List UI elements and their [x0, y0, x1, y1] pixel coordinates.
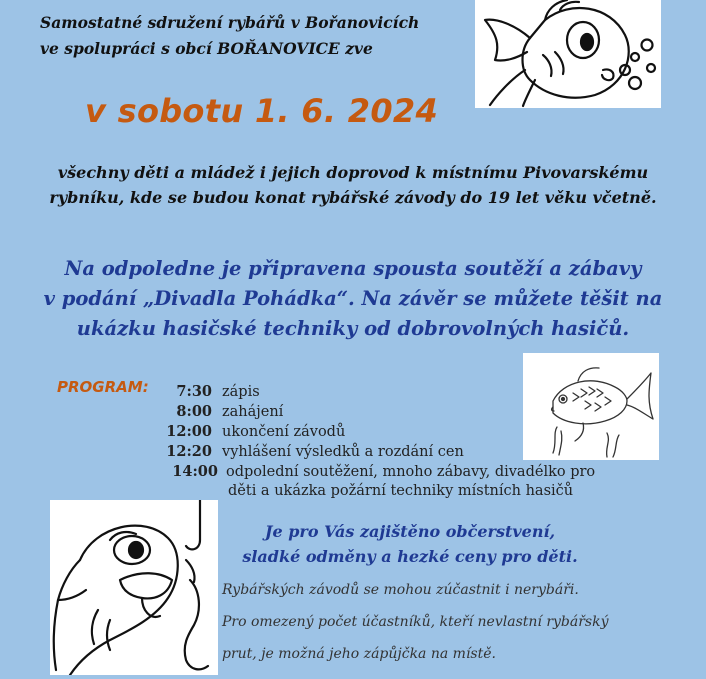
invitation-line-1: všechny děti a mládež i jejich doprovod k místnímu Pivovarskému: [57, 163, 649, 182]
refreshments-line-2: sladké odměny a hezké ceny pro děti.: [242, 547, 578, 566]
fish-with-worm-icon: [50, 500, 218, 675]
note-line-2: Pro omezený počet účastníků, kteří nevlastní rybářský: [222, 614, 609, 630]
middle-fish-image: [523, 353, 659, 460]
organizer-header: [40, 10, 460, 62]
refreshments-text: [215, 519, 605, 569]
note-line-1: Rybářských závodů se mohou zúčastnit i nerybáři.: [222, 582, 579, 598]
fish-sketch-icon: [523, 353, 659, 460]
event-date: v sobotu 1. 6. 2024: [85, 92, 439, 130]
refreshments-line-1: Je pro Vás zajištěno občerstvení,: [264, 522, 556, 541]
afternoon-announcement: [25, 254, 681, 344]
bottom-fish-image: [50, 500, 218, 675]
afternoon-line-1: Na odpoledne je připravena spousta soutěží a zábavy: [64, 257, 642, 280]
afternoon-line-2: v podání „Divadla Pohádka“. Na závěr se můžete těšit na: [43, 287, 663, 310]
header-line-2: ve spolupráci s obcí BOŘANOVICE zve: [40, 39, 373, 58]
cartoon-fish-icon: [475, 0, 661, 108]
note-line-3: prut, je možná jeho zápůjčka na místě.: [222, 646, 496, 662]
program-label: PROGRAM:: [57, 378, 149, 396]
afternoon-line-3: ukázku hasičské techniky od dobrovolných hasičů.: [76, 317, 630, 340]
top-fish-image: [475, 0, 661, 108]
invitation-line-2: rybníku, kde se budou konat rybářské závody do 19 let věku včetně.: [49, 188, 657, 207]
header-line-1: Samostatné sdružení rybářů v Bořanovicích: [40, 13, 420, 32]
invitation-text: [28, 160, 678, 210]
